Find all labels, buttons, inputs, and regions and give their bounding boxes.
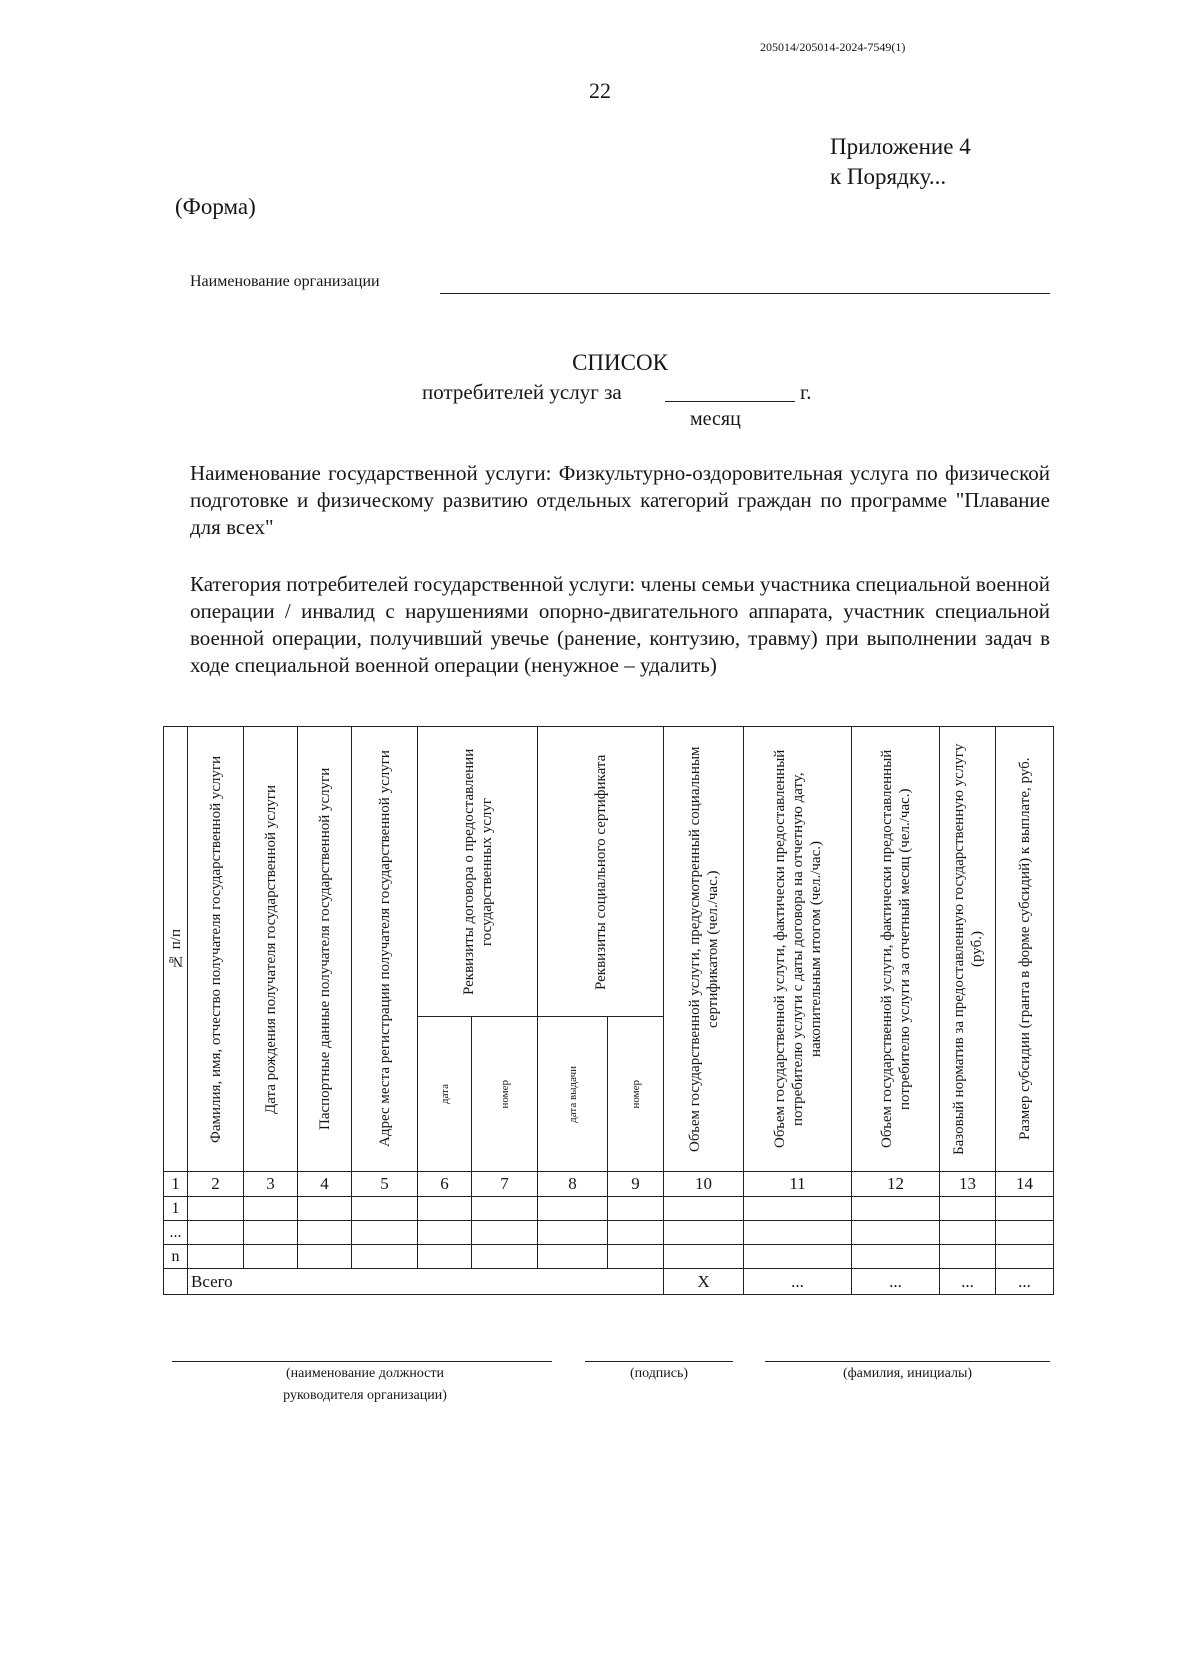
header-contract-date [418,1017,472,1172]
empty-cell [538,1197,608,1221]
empty-cell [996,1245,1054,1269]
column-number: 13 [940,1172,996,1197]
empty-cell [608,1245,664,1269]
consumer-category-paragraph: Категория потребителей государственной услуги: члены семьи участника специальной военной операции / инвалид с нарушениями опорно-двигательного аппарата, участник специальной военной операции, получивший увечье (ранение, контузию, травму) при выполнении задач в ходе специальной военной операции (ненужное – удалить) [190,572,1050,677]
empty-cell [188,1221,244,1245]
header-cert-number-text: номер [629,1079,642,1109]
document-title: СПИСОК [572,350,668,375]
empty-cell [244,1245,298,1269]
empty-cell [940,1245,996,1269]
total-label: Всего [188,1269,664,1295]
total-row [164,1269,1054,1295]
service-name-paragraph: Наименование государственной услуги: Физкультурно-оздоровительная услуга по физической подготовке и физическому развитию отдельных категорий граждан по программе "Плавание для всех" [190,461,1050,539]
total-volume-cumulative: ... [744,1269,852,1295]
column-number: 11 [744,1172,852,1197]
header-full-name-text: Фамилия, имя, отчество получателя государственной услуги [207,755,224,1143]
header-passport-text: Паспортные данные получателя государственной услуги [316,767,333,1131]
empty-cell [298,1221,352,1245]
column-number: 12 [852,1172,940,1197]
empty-cell [418,1221,472,1245]
empty-cell [298,1245,352,1269]
empty-cell [472,1197,538,1221]
header-birth-date-text: Дата рождения получателя государственной услуги [262,784,279,1114]
row-index: ... [164,1221,188,1245]
column-number: 10 [664,1172,744,1197]
total-subsidy: ... [996,1269,1054,1295]
empty-cell [852,1221,940,1245]
column-number: 14 [996,1172,1054,1197]
page-number: 22 [589,78,611,103]
month-caption: месяц [690,408,741,430]
empty-cell [664,1197,744,1221]
empty-cell [744,1245,852,1269]
empty-cell [352,1197,418,1221]
signature-line [585,1361,733,1362]
organization-blank-line [440,293,1050,294]
column-number: 8 [538,1172,608,1197]
empty-cell [608,1197,664,1221]
empty-cell [244,1221,298,1245]
empty-cell [352,1245,418,1269]
header-volume-month-text: Объем государственной услуги, фактически предоставленный потребителю услуги за отчетный месяц (чел./час.) [878,749,913,1149]
header-cert-number [608,1017,664,1172]
header-volume-cumulative-text: Объем государственной услуги, фактически предоставленный потребителю услуги с даты договора на отчетную дату, накопительным итогом (чел./час.) [771,749,824,1149]
header-volume-month [852,727,940,1172]
empty-cell [418,1197,472,1221]
empty-cell [664,1245,744,1269]
header-base-norm [940,727,996,1172]
empty-cell [852,1197,940,1221]
empty-cell [744,1221,852,1245]
empty-cell [472,1245,538,1269]
table-row [164,1245,1054,1269]
empty-cell [298,1197,352,1221]
table-row [164,1197,1054,1221]
table-row [164,1221,1054,1245]
column-number: 2 [188,1172,244,1197]
document-subtitle: потребителей услуг за [422,380,622,404]
header-contract-number [472,1017,538,1172]
empty-cell [940,1221,996,1245]
total-volume-certificate: Х [664,1269,744,1295]
name-signature-line [765,1361,1050,1362]
empty-cell [418,1245,472,1269]
empty-cell [664,1221,744,1245]
total-base-norm: ... [940,1269,996,1295]
column-number: 4 [298,1172,352,1197]
empty-cell [538,1245,608,1269]
empty-cell [188,1245,244,1269]
header-address-text: Адрес места регистрации получателя государственной услуги [376,750,393,1148]
appendix-reference [830,132,971,192]
header-contract-group-text: Реквизиты договора о предоставлении государственных услуг [460,748,495,995]
signature-caption: (подпись) [629,1366,689,1381]
empty-cell [940,1197,996,1221]
appendix-line1: Приложение 4 [830,134,971,159]
header-volume-certificate-text: Объем государственной услуги, предусмотренный социальным сертификатом (чел./час.) [686,746,721,1152]
header-birth-date [244,727,298,1172]
subtitle-year-suffix: г. [800,380,812,404]
empty-cell [352,1221,418,1245]
empty-cell [996,1197,1054,1221]
total-volume-month: ... [852,1269,940,1295]
empty-cell [608,1221,664,1245]
header-subsidy [996,727,1054,1172]
header-contract-date-text: дата [438,1083,451,1105]
column-number: 7 [472,1172,538,1197]
header-contract-number-text: номер [498,1079,511,1109]
row-index: n [164,1245,188,1269]
name-caption: (фамилия, инициалы) [842,1366,973,1381]
header-volume-certificate [664,727,744,1172]
column-number: 1 [164,1172,188,1197]
organization-label: Наименование организации [190,273,380,290]
empty-cell [188,1197,244,1221]
header-subsidy-text: Размер субсидии (гранта в форме субсидий) к выплате, руб. [1016,757,1033,1141]
header-cert-date-text: дата выдачи [566,1065,579,1123]
row-index: 1 [164,1197,188,1221]
empty-cell [744,1197,852,1221]
empty-cell [996,1221,1054,1245]
empty-cell [852,1245,940,1269]
column-number: 9 [608,1172,664,1197]
column-number: 5 [352,1172,418,1197]
position-caption [200,1363,530,1407]
empty-cell [244,1197,298,1221]
position-caption-line1: (наименование должности [285,1366,445,1381]
header-full-name [188,727,244,1172]
position-caption-line2: руководителя организации) [283,1388,447,1403]
header-volume-cumulative [744,727,852,1172]
header-base-norm-text: Базовый норматив за предоставленную государственную услугу (руб.) [950,743,985,1155]
empty-cell [472,1221,538,1245]
appendix-line2: к Порядку... [830,164,947,189]
header-row-number-text: № п/п [167,929,184,969]
column-number: 6 [418,1172,472,1197]
consumers-table [163,726,1054,1295]
header-certificate-group [538,727,664,1017]
header-contract-group [418,727,538,1017]
form-label: (Форма) [175,194,256,219]
header-passport [298,727,352,1172]
month-blank-line [665,401,795,402]
header-cert-date [538,1017,608,1172]
header-address [352,727,418,1172]
empty-cell [164,1269,188,1295]
document-id: 205014/205014-2024-7549(1) [760,40,906,54]
position-signature-line [172,1361,552,1362]
column-numbers-row [164,1172,1054,1197]
header-certificate-group-text: Реквизиты социального сертификата [592,753,609,990]
column-number: 3 [244,1172,298,1197]
empty-cell [538,1221,608,1245]
header-row-number [164,727,188,1172]
